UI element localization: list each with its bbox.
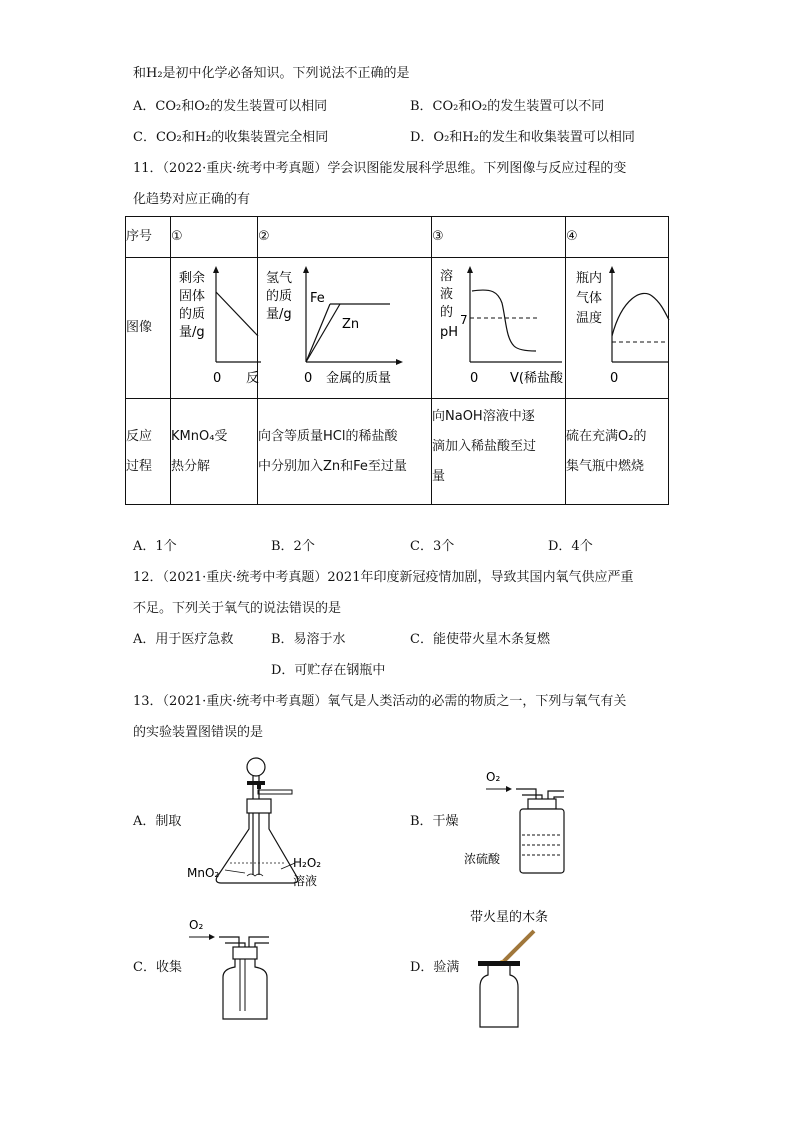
graph-4-y-arrow xyxy=(609,266,615,273)
process-3 xyxy=(432,399,566,505)
graph-2-fe-rise xyxy=(306,304,330,362)
graph-1-ylabel-3: 的质 xyxy=(179,307,206,322)
q11-stem-line2: 化趋势对应正确的有 xyxy=(133,192,251,207)
graph-1-y-arrow xyxy=(213,266,219,273)
graph-2-x-arrow xyxy=(396,359,403,365)
graph-4 xyxy=(566,258,669,394)
graph-3-xlabel: V(稀盐酸 xyxy=(510,371,563,386)
graph-2 xyxy=(258,258,432,394)
process-1-line-1: KMnO₄受 xyxy=(171,428,228,444)
header-col-3: ③ xyxy=(432,217,566,258)
process-1-line-2: 热分解 xyxy=(171,458,211,474)
label-h2o2: H₂O₂ xyxy=(293,856,322,870)
q10-option-b[interactable]: B．CO₂和O₂的发生装置可以不同 xyxy=(410,99,605,114)
process-2-line-2: 中分别加入Zn和Fe至过量 xyxy=(258,458,407,474)
funnel-bulb xyxy=(247,758,265,776)
q11-option-b[interactable]: B．2个 xyxy=(271,539,315,554)
graph-1-ylabel-2: 固体 xyxy=(179,289,206,304)
graph-3-y-arrow xyxy=(467,266,473,273)
delivery-tube xyxy=(258,790,292,794)
graph-1 xyxy=(171,258,258,394)
graph-4-ylabel-3: 温度 xyxy=(576,311,603,326)
graph-4-ylabel-1: 瓶内 xyxy=(576,271,603,286)
q10-option-d[interactable]: D．O₂和H₂的发生和收集装置可以相同 xyxy=(410,130,635,145)
row-label-process xyxy=(126,399,171,505)
q12-stem-line2: 不足。下列关于氧气的说法错误的是 xyxy=(133,601,342,616)
graph-4-cell xyxy=(566,258,669,399)
inflow-arrowhead-b xyxy=(506,786,512,792)
glass-plate xyxy=(478,961,520,966)
process-3-line-2: 滴加入稀盐酸至过 xyxy=(432,439,537,454)
table-header-row xyxy=(126,217,669,258)
graph-2-ylabel-3: 量/g xyxy=(266,307,292,322)
graph-2-ylabel-1: 氢气 xyxy=(266,271,293,286)
q12-option-c[interactable]: C．能使带火星木条复燃 xyxy=(410,632,550,647)
stopper-c xyxy=(233,947,257,959)
gas-jar-d xyxy=(480,966,518,1027)
graph-2-y-arrow xyxy=(303,266,309,273)
inflow-arrowhead-c xyxy=(209,934,215,940)
graph-2-origin: 0 xyxy=(304,371,313,386)
graph-1-curve xyxy=(216,292,258,336)
table-process-row xyxy=(126,399,669,505)
graph-3-ylabel-2: 液 xyxy=(440,287,454,302)
figure-b-drying-bottle xyxy=(460,765,580,880)
graph-1-ylabel-1: 剩余 xyxy=(179,271,206,286)
q13-stem-line2: 的实验装置图错误的是 xyxy=(133,725,264,740)
graph-4-origin: 0 xyxy=(610,371,619,386)
q12-option-b[interactable]: B．易溶于水 xyxy=(271,632,346,647)
q13-option-d[interactable]: D．验满 xyxy=(410,960,460,975)
q13-option-a[interactable]: A．制取 xyxy=(133,814,182,829)
q10-stem: 和H₂是初中化学必备知识。下列说法不正确的是 xyxy=(133,66,410,81)
graph-4-ylabel-2: 气体 xyxy=(576,291,603,306)
graph-3-origin: 0 xyxy=(470,371,479,386)
q11-stem-line1: 11．（2022·重庆·统考中考真题）学会识图能发展科学思维。下列图像与反应过程的变 xyxy=(133,161,627,176)
bottle-b xyxy=(520,809,564,873)
wooden-splint xyxy=(502,931,534,963)
graph-2-xlabel: 金属的质量 xyxy=(326,371,392,386)
graph-1-xlabel: 反 xyxy=(246,371,260,386)
process-4-line-1: 硫在充满O₂的 xyxy=(566,428,647,444)
graph-1-ylabel-4: 量/g xyxy=(179,325,205,340)
graph-1-origin: 0 xyxy=(213,371,222,386)
graph-3-seven-label: 7 xyxy=(460,313,468,327)
q11-option-c[interactable]: C．3个 xyxy=(410,539,455,554)
graph-3-ylabel-1: 溶 xyxy=(440,269,454,284)
q12-option-a[interactable]: A．用于医疗急救 xyxy=(133,632,234,647)
process-4 xyxy=(566,399,669,505)
graph-3-curve xyxy=(472,290,536,351)
process-4-line-2: 集气瓶中燃烧 xyxy=(566,458,645,474)
label-o2-c: O₂ xyxy=(189,918,204,932)
header-col-2: ② xyxy=(258,217,432,258)
q11-option-d[interactable]: D．4个 xyxy=(548,539,593,554)
q13-option-b[interactable]: B．干燥 xyxy=(410,814,459,829)
q12-stem-line1: 12．（2021·重庆·统考中考真题）2021年印度新冠疫情加剧，导致其国内氧气供应严重 xyxy=(133,570,634,585)
graph-2-zn-label: Zn xyxy=(342,317,360,332)
q13-option-c[interactable]: C．收集 xyxy=(133,960,182,975)
process-3-line-1: 向NaOH溶液中逐 xyxy=(432,409,535,424)
mno2-leader xyxy=(225,870,245,873)
figure-d-testing-setup xyxy=(462,905,572,1030)
graph-3-ylabel-4: pH xyxy=(440,325,459,340)
graph-3-cell xyxy=(432,258,566,399)
q13-stem-line1: 13．（2021·重庆·统考中考真题）氧气是人类活动的必需的物质之一，下列与氧气有关 xyxy=(133,694,627,709)
stopper xyxy=(247,799,271,813)
conical-flask xyxy=(216,813,298,883)
funnel-stopcock xyxy=(247,781,265,785)
q10-option-c[interactable]: C．CO₂和H₂的收集装置完全相同 xyxy=(133,130,329,145)
graph-2-cell xyxy=(258,258,432,399)
row-label-image: 图像 xyxy=(126,258,171,399)
q11-option-a[interactable]: A．1个 xyxy=(133,539,177,554)
label-glowing-splint: 带火星的木条 xyxy=(470,910,549,925)
table-graph-row xyxy=(126,258,669,399)
graph-2-fe-label: Fe xyxy=(310,291,325,306)
process-3-line-3: 量 xyxy=(432,469,446,484)
mno2-powder xyxy=(247,874,263,876)
graph-2-zn-rise xyxy=(306,304,340,362)
stopper-b xyxy=(528,799,556,809)
graph-3-ylabel-3: 的 xyxy=(440,305,454,320)
process-2-line-1: 向含等质量HCl的稀盐酸 xyxy=(258,428,398,444)
process-2 xyxy=(258,399,432,505)
graph-4-curve xyxy=(612,293,669,336)
label-o2-b: O₂ xyxy=(486,770,501,784)
label-mno2: MnO₂ xyxy=(187,866,220,880)
q12-option-d[interactable]: D．可贮存在钢瓶中 xyxy=(271,663,386,678)
q10-option-a[interactable]: A．CO₂和O₂的发生装置可以相同 xyxy=(133,99,328,114)
inlet-tube-c xyxy=(219,937,239,947)
row-label-process-2: 过程 xyxy=(126,458,153,474)
graph-3 xyxy=(432,258,566,394)
outlet-tube-c xyxy=(249,937,269,947)
process-1 xyxy=(171,399,258,505)
row-label-process-1: 反应 xyxy=(126,428,153,444)
figure-c-collection-bottle xyxy=(185,915,295,1025)
figure-a-flask-apparatus xyxy=(185,755,335,895)
header-serial: 序号 xyxy=(126,217,171,258)
header-col-4: ④ xyxy=(566,217,669,258)
label-conc-acid: 浓硫酸 xyxy=(464,852,501,866)
graph-1-cell xyxy=(171,258,258,399)
graph-2-ylabel-2: 的质 xyxy=(266,289,293,304)
label-solution: 溶液 xyxy=(293,874,318,888)
q11-table xyxy=(125,216,669,505)
header-col-1: ① xyxy=(171,217,258,258)
funnel-stopcock-knob xyxy=(257,785,261,789)
